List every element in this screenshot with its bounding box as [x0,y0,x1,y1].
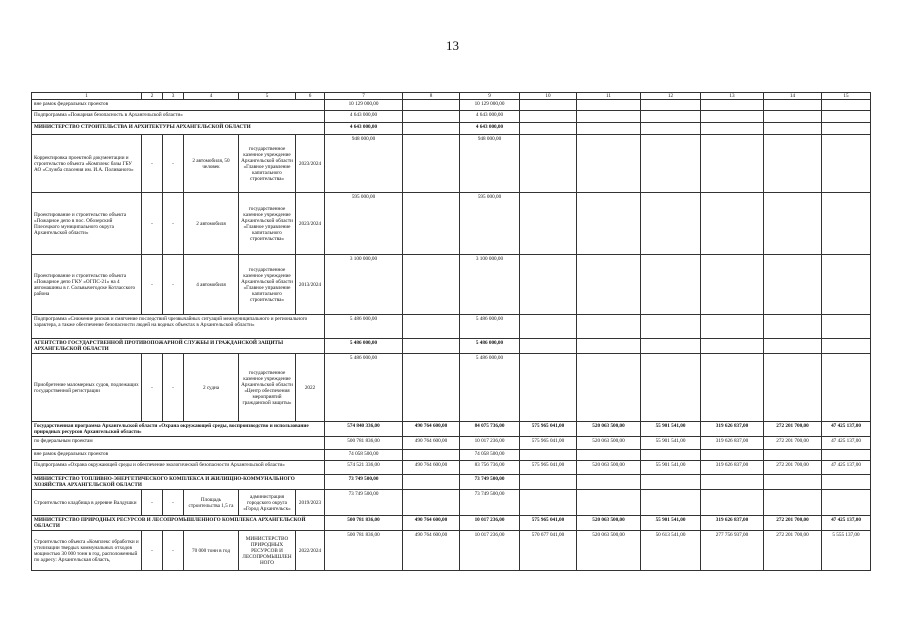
amount-cell: 47 425 137,00 [822,422,871,437]
amount-cell [641,490,701,516]
column-header-8: 8 [403,93,460,100]
amount-cell [577,315,641,339]
amount-cell: 490 764 600,00 [403,531,460,571]
amount-cell [577,339,641,354]
row-label: Проектирование и строительство объекта «Пожарное депо в пос. Обозерский Плесецкого муниципального округа Архангельской области» [32,193,142,255]
amount-cell [701,315,764,339]
row-cell: МИНИСТЕРСТВО ПРИРОДНЫХ РЕСУРСОВ И ЛЕСОПРОМЫШЛЕННОГО [239,531,296,571]
amount-cell [822,339,871,354]
amount-cell [577,354,641,422]
amount-cell: 10 017 236,00 [460,516,520,531]
row-cell: государственное казенное учреждение Архангельской области «Центр обеспечения мероприятий гражданской защиты» [239,354,296,422]
row-cell: - [142,354,163,422]
amount-cell: 73 749 500,00 [460,490,520,516]
amount-cell: 500 781 836,00 [325,531,403,571]
amount-cell [641,354,701,422]
row-cell: 2022/2024 [296,531,325,571]
amount-cell [641,450,701,461]
row-cell: администрация городского округа «Город Архангельск» [239,490,296,516]
row-label: Подпрограмма «Пожарная безопасность в Архангельской области» [32,111,325,123]
amount-cell [403,255,460,315]
amount-cell: 272 201 700,00 [764,437,822,450]
amount-cell [701,111,764,123]
column-header-13: 13 [701,93,764,100]
row-cell: - [163,135,184,193]
amount-cell: 575 965 041,00 [520,461,577,475]
amount-cell [403,123,460,135]
column-header-11: 11 [577,93,641,100]
section-row [32,123,871,135]
amount-cell [822,193,871,255]
row-cell: - [142,193,163,255]
amount-cell: 570 677 041,00 [520,531,577,571]
column-header-4: 4 [184,93,239,100]
amount-cell: 84 075 736,00 [460,422,520,437]
amount-cell [520,490,577,516]
amount-cell [822,255,871,315]
amount-cell [822,100,871,111]
amount-cell [520,100,577,111]
row-cell: 2013/2024 [296,255,325,315]
amount-cell: 948 000,00 [460,135,520,193]
amount-cell [520,354,577,422]
table-row [32,354,871,422]
row-cell: - [163,193,184,255]
row-cell: государственное казенное учреждение Архангельской области «Главное управление капитального строительства» [239,255,296,315]
amount-cell: 490 764 600,00 [403,437,460,450]
amount-cell: 575 965 041,00 [520,437,577,450]
column-header-15: 15 [822,93,871,100]
row-cell: - [142,135,163,193]
amount-cell: 595 000,00 [460,193,520,255]
amount-cell: 73 749 500,00 [460,475,520,490]
amount-cell [577,255,641,315]
column-header-1: 1 [32,93,142,100]
amount-cell: 5 555 137,00 [822,531,871,571]
row-cell: 4 автомобиля [184,255,239,315]
amount-cell [701,450,764,461]
amount-cell: 490 764 600,00 [403,461,460,475]
amount-cell [822,490,871,516]
row-cell: 2019/2023 [296,490,325,516]
row-cell: 70 000 тонн в год [184,531,239,571]
table-row [32,531,871,571]
amount-cell: 3 100 000,00 [460,255,520,315]
amount-cell: 948 000,00 [325,135,403,193]
row-label: Строительство объекта «Комплекс обработки и утилизации твердых коммунальных отходов мощностью 30 000 тонн в год, расположенный по адресу: Архангельская область, [32,531,142,571]
table-row [32,255,871,315]
amount-cell: 574 521 336,00 [325,461,403,475]
table-row [32,193,871,255]
amount-cell: 490 764 600,00 [403,516,460,531]
amount-cell [520,135,577,193]
row-cell: государственное казенное учреждение Архангельской области «Главное управление капитального строительства» [239,135,296,193]
amount-cell [403,450,460,461]
amount-cell [641,339,701,354]
amount-cell: 319 626 837,00 [701,422,764,437]
amount-cell [701,100,764,111]
column-header-9: 9 [460,93,520,100]
row-cell: 2023/2024 [296,193,325,255]
row-label: МИНИСТЕРСТВО СТРОИТЕЛЬСТВА И АРХИТЕКТУРЫ АРХАНГЕЛЬСКОЙ ОБЛАСТИ [32,123,325,135]
amount-cell: 5 486 000,00 [460,315,520,339]
amount-cell [822,315,871,339]
amount-cell: 319 626 837,00 [701,437,764,450]
column-header-row [32,93,871,100]
amount-cell: 55 901 541,00 [641,422,701,437]
row-cell: 2 автомобиля [184,193,239,255]
amount-cell [577,123,641,135]
amount-cell: 490 764 600,00 [403,422,460,437]
row-cell: - [142,490,163,516]
amount-cell: 55 901 541,00 [641,437,701,450]
row-cell: - [163,354,184,422]
amount-cell [577,450,641,461]
amount-cell [822,123,871,135]
amount-cell [520,475,577,490]
row-cell: - [142,255,163,315]
section-row [32,339,871,354]
row-label: Строительство кладбища в деревне Валдушки [32,490,142,516]
amount-cell: 3 100 000,00 [325,255,403,315]
amount-cell: 500 781 836,00 [325,437,403,450]
amount-cell: 575 965 041,00 [520,422,577,437]
amount-cell: 10 017 236,00 [460,531,520,571]
row-label: Корректировка проектной документации и строительство объекта «Комплекс базы ГБУ АО «Служба спасения им. И.А. Поливаного» [32,135,142,193]
column-header-14: 14 [764,93,822,100]
amount-cell [577,475,641,490]
amount-cell [764,193,822,255]
amount-cell: 5 486 000,00 [325,339,403,354]
table-row [32,135,871,193]
section-row [32,437,871,450]
amount-cell [822,111,871,123]
amount-cell [403,475,460,490]
amount-cell: 50 613 541,00 [641,531,701,571]
row-cell: 2023/2024 [296,135,325,193]
amount-cell: 5 486 000,00 [460,339,520,354]
amount-cell: 5 486 000,00 [325,354,403,422]
section-row [32,315,871,339]
amount-cell: 55 901 541,00 [641,516,701,531]
amount-cell: 4 643 000,00 [460,123,520,135]
amount-cell [701,255,764,315]
amount-cell [577,135,641,193]
amount-cell [641,100,701,111]
amount-cell: 10 129 000,00 [325,100,403,111]
page-number: 13 [446,38,459,53]
amount-cell: 319 626 837,00 [701,516,764,531]
amount-cell [764,450,822,461]
amount-cell: 5 486 000,00 [460,354,520,422]
amount-cell: 74 058 500,00 [325,450,403,461]
amount-cell [822,135,871,193]
amount-cell [701,135,764,193]
column-header-2: 2 [142,93,163,100]
row-label: по федеральным проектам [32,437,325,450]
row-label: вне рамок федеральных проектов [32,450,325,461]
amount-cell [641,255,701,315]
amount-cell [641,315,701,339]
amount-cell: 47 425 137,00 [822,516,871,531]
amount-cell [641,193,701,255]
amount-cell [577,100,641,111]
amount-cell [701,354,764,422]
section-row [32,516,871,531]
amount-cell [520,193,577,255]
amount-cell: 73 749 500,00 [325,475,403,490]
amount-cell: 4 643 000,00 [460,111,520,123]
amount-cell [764,100,822,111]
amount-cell: 272 201 700,00 [764,461,822,475]
row-label: Приобретение маломерных судов, подлежащих государственной регистрации [32,354,142,422]
section-row [32,475,871,490]
amount-cell: 520 063 500,00 [577,461,641,475]
column-header-5: 5 [239,93,296,100]
amount-cell [403,354,460,422]
amount-cell: 575 965 041,00 [520,516,577,531]
row-cell: 2 автомобиля, 50 человек [184,135,239,193]
amount-cell [403,315,460,339]
amount-cell [701,490,764,516]
amount-cell [764,111,822,123]
row-cell: государственное казенное учреждение Архангельской области «Главное управление капитального строительства» [239,193,296,255]
section-row [32,422,871,437]
amount-cell [520,339,577,354]
amount-cell: 272 201 700,00 [764,422,822,437]
amount-cell [641,475,701,490]
row-label: Государственная программа Архангельской области «Охрана окружающей среды, воспроизводство и использование природных ресурсов Архангельской области» [32,422,325,437]
amount-cell [641,135,701,193]
amount-cell [764,339,822,354]
amount-cell [764,490,822,516]
amount-cell [403,100,460,111]
amount-cell [403,193,460,255]
amount-cell: 10 017 236,00 [460,437,520,450]
column-header-10: 10 [520,93,577,100]
amount-cell [764,354,822,422]
amount-cell [403,111,460,123]
amount-cell [403,135,460,193]
amount-cell: 47 425 137,00 [822,461,871,475]
amount-cell: 4 643 000,00 [325,111,403,123]
amount-cell [577,490,641,516]
row-cell: - [142,531,163,571]
amount-cell [822,354,871,422]
amount-cell: 83 756 736,00 [460,461,520,475]
amount-cell: 520 063 500,00 [577,437,641,450]
amount-cell [764,255,822,315]
table-row [32,490,871,516]
section-row [32,111,871,123]
amount-cell: 272 201 700,00 [764,531,822,571]
amount-cell [764,135,822,193]
amount-cell: 55 901 541,00 [641,461,701,475]
amount-cell [641,123,701,135]
amount-cell: 574 840 336,00 [325,422,403,437]
row-label: МИНИСТЕРСТВО ПРИРОДНЫХ РЕСУРСОВ И ЛЕСОПРОМЫШЛЕННОГО КОМПЛЕКСА АРХАНГЕЛЬСКОЙ ОБЛАСТИ [32,516,325,531]
row-cell: 2 судна [184,354,239,422]
amount-cell: 10 129 000,00 [460,100,520,111]
amount-cell [520,123,577,135]
amount-cell [764,123,822,135]
row-label: Проектирование и строительство объекта «Пожарное депо ГКУ «ОГПС-21» на 4 автомашины в г. Сольвычегодске Котласского района [32,255,142,315]
section-row [32,461,871,475]
column-header-6: 6 [296,93,325,100]
amount-cell: 595 000,00 [325,193,403,255]
amount-cell: 272 201 700,00 [764,516,822,531]
amount-cell: 520 063 500,00 [577,531,641,571]
amount-cell [701,339,764,354]
amount-cell: 5 486 000,00 [325,315,403,339]
amount-cell [403,339,460,354]
budget-table [31,92,871,571]
row-label: МИНИСТЕРСТВО ТОПЛИВНО-ЭНЕРГЕТИЧЕСКОГО КОМПЛЕКСА И ЖИЛИЩНО-КОММУНАЛЬНОГО ХОЗЯЙСТВА АРХАНГЕЛЬСКОЙ ОБЛАСТИ [32,475,325,490]
row-cell: - [163,490,184,516]
amount-cell [701,193,764,255]
amount-cell: 277 756 937,00 [701,531,764,571]
amount-cell [520,450,577,461]
section-row [32,450,871,461]
amount-cell: 319 626 837,00 [701,461,764,475]
amount-cell [641,111,701,123]
amount-cell: 520 063 500,00 [577,422,641,437]
row-cell: - [163,255,184,315]
amount-cell [520,315,577,339]
section-row [32,100,871,111]
amount-cell [701,475,764,490]
amount-cell [764,315,822,339]
row-label: Подпрограмма «Охрана окружающей среды и обеспечение экологической безопасности Архангельской области» [32,461,325,475]
row-label: Подпрограмма «Снижение рисков и смягчение последствий чрезвычайных ситуаций межмуниципального и регионального характера, а также обеспечение безопасности людей на водных объектах в Архангельской области» [32,315,325,339]
amount-cell [403,490,460,516]
column-header-3: 3 [163,93,184,100]
row-cell: 2022 [296,354,325,422]
amount-cell [520,255,577,315]
amount-cell [520,111,577,123]
row-label: АГЕНТСТВО ГОСУДАРСТВЕННОЙ ПРОТИВОПОЖАРНОЙ СЛУЖБЫ И ГРАЖДАНСКОЙ ЗАЩИТЫ АРХАНГЕЛЬСКОЙ ОБЛАСТИ [32,339,325,354]
row-cell: - [163,531,184,571]
amount-cell [577,111,641,123]
amount-cell: 73 749 500,00 [325,490,403,516]
amount-cell: 520 063 500,00 [577,516,641,531]
amount-cell [764,475,822,490]
column-header-7: 7 [325,93,403,100]
amount-cell: 500 781 836,00 [325,516,403,531]
amount-cell: 4 643 000,00 [325,123,403,135]
amount-cell [822,475,871,490]
amount-cell: 74 058 500,00 [460,450,520,461]
amount-cell [577,193,641,255]
row-label: вне рамок федеральных проектов [32,100,325,111]
amount-cell: 47 425 137,00 [822,437,871,450]
column-header-12: 12 [641,93,701,100]
amount-cell [701,123,764,135]
amount-cell [822,450,871,461]
row-cell: Площадь строительства 1,5 га [184,490,239,516]
